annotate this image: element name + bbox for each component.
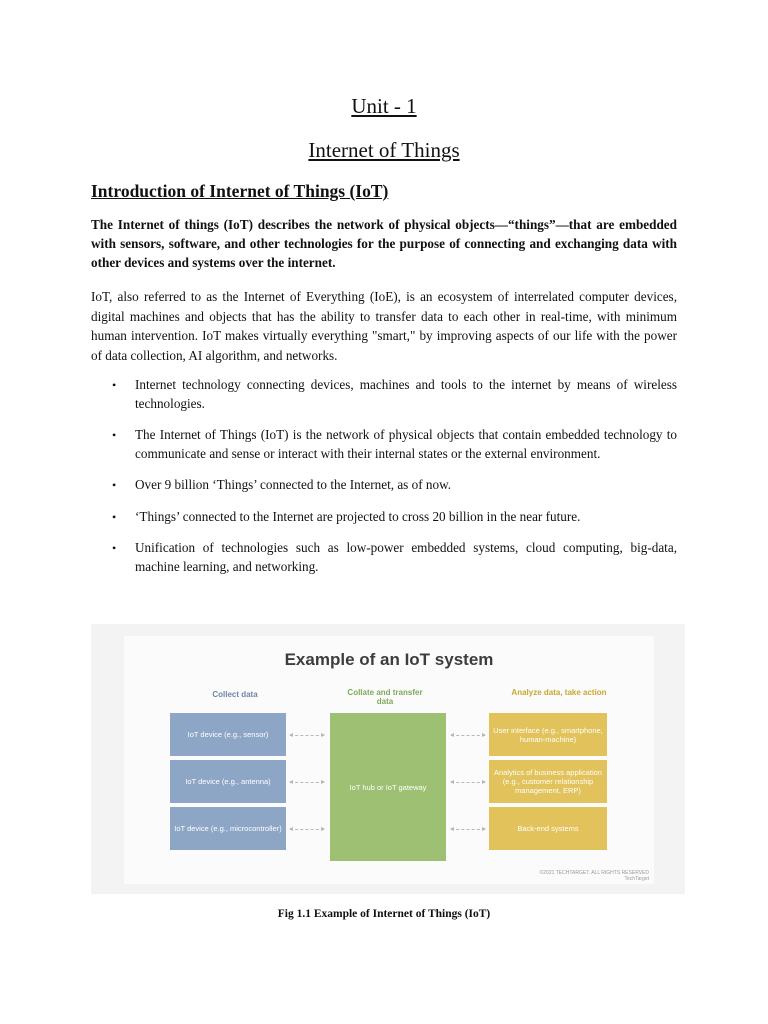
list-item-text: The Internet of Things (IoT) is the network of physical objects that contain embedded technology to communicate and sense or interact with their internal states or the external environment. xyxy=(135,427,677,461)
page-title: Internet of Things xyxy=(308,138,460,162)
bidirectional-arrow-icon xyxy=(451,829,485,830)
action-box: Back-end systems xyxy=(489,807,607,850)
device-box: IoT device (e.g., sensor) xyxy=(170,713,286,756)
figure-image xyxy=(91,624,685,894)
list-item xyxy=(91,539,677,576)
list-item xyxy=(91,476,677,495)
intro-paragraph: IoT, also referred to as the Internet of Everything (IoE), is an ecosystem of interrelated computer devices, digital machines and objects that has the ability to transfer data to each other in real-time, with minimum human intervention. IoT makes virtually everything "smart," by improving aspects of our life with the power of data collection, AI algorithm, and networks. xyxy=(91,289,677,363)
list-item-text: Internet technology connecting devices, machines and tools to the internet by means of wireless technologies. xyxy=(135,377,677,411)
section-heading: Introduction of Internet of Things (IoT) xyxy=(91,181,389,201)
bullet-icon: • xyxy=(112,378,117,392)
bidirectional-arrow-icon xyxy=(451,782,485,783)
bullet-icon: • xyxy=(112,541,117,555)
bidirectional-arrow-icon xyxy=(290,735,324,736)
column-heading-analyze: Analyze data, take action xyxy=(511,688,607,697)
device-box: IoT device (e.g., microcontroller) xyxy=(170,807,286,850)
device-box: IoT device (e.g., antenna) xyxy=(170,760,286,803)
bullet-icon: • xyxy=(112,509,117,524)
diagram-title: Example of an IoT system xyxy=(284,650,494,669)
image-credit: ©2021 TECHTARGET. ALL RIGHTS RESERVED TechTarget xyxy=(539,870,649,882)
list-item-text: ‘Things’ connected to the Internet are projected to cross 20 billion in the near future. xyxy=(135,508,581,524)
list-item-text: Over 9 billion ‘Things’ connected to the Internet, as of now. xyxy=(135,477,452,492)
bullet-icon: • xyxy=(112,478,117,492)
iot-system-diagram xyxy=(124,636,654,884)
list-item-text: Unification of technologies such as low-power embedded systems, cloud computing, big-data, machine learning, and networking. xyxy=(135,540,677,574)
action-box: Analytics of business application (e.g., customer relationship management, ERP) xyxy=(489,760,607,803)
column-heading-collect: Collect data xyxy=(212,690,258,699)
bidirectional-arrow-icon xyxy=(451,735,485,736)
intro-definition: The Internet of things (IoT) describes the network of physical objects—“things”—that are embedded with sensors, software, and other technologies for the purpose of connecting and exchanging data with other devices and systems over the internet. xyxy=(91,217,677,270)
figure-caption: Fig 1.1 Example of Internet of Things (IoT) xyxy=(277,908,491,920)
bidirectional-arrow-icon xyxy=(290,829,324,830)
hub-box: IoT hub or IoT gateway xyxy=(330,713,446,861)
list-item xyxy=(91,376,677,413)
column-heading-collate: Collate and transfer data xyxy=(347,688,423,706)
bidirectional-arrow-icon xyxy=(290,782,324,783)
list-item xyxy=(91,508,677,527)
list-item xyxy=(91,426,677,463)
bullet-list xyxy=(91,376,677,589)
unit-title: Unit - 1 xyxy=(351,94,417,118)
bullet-icon: • xyxy=(112,428,117,442)
action-box: User interface (e.g., smartphone, human-machine) xyxy=(489,713,607,756)
